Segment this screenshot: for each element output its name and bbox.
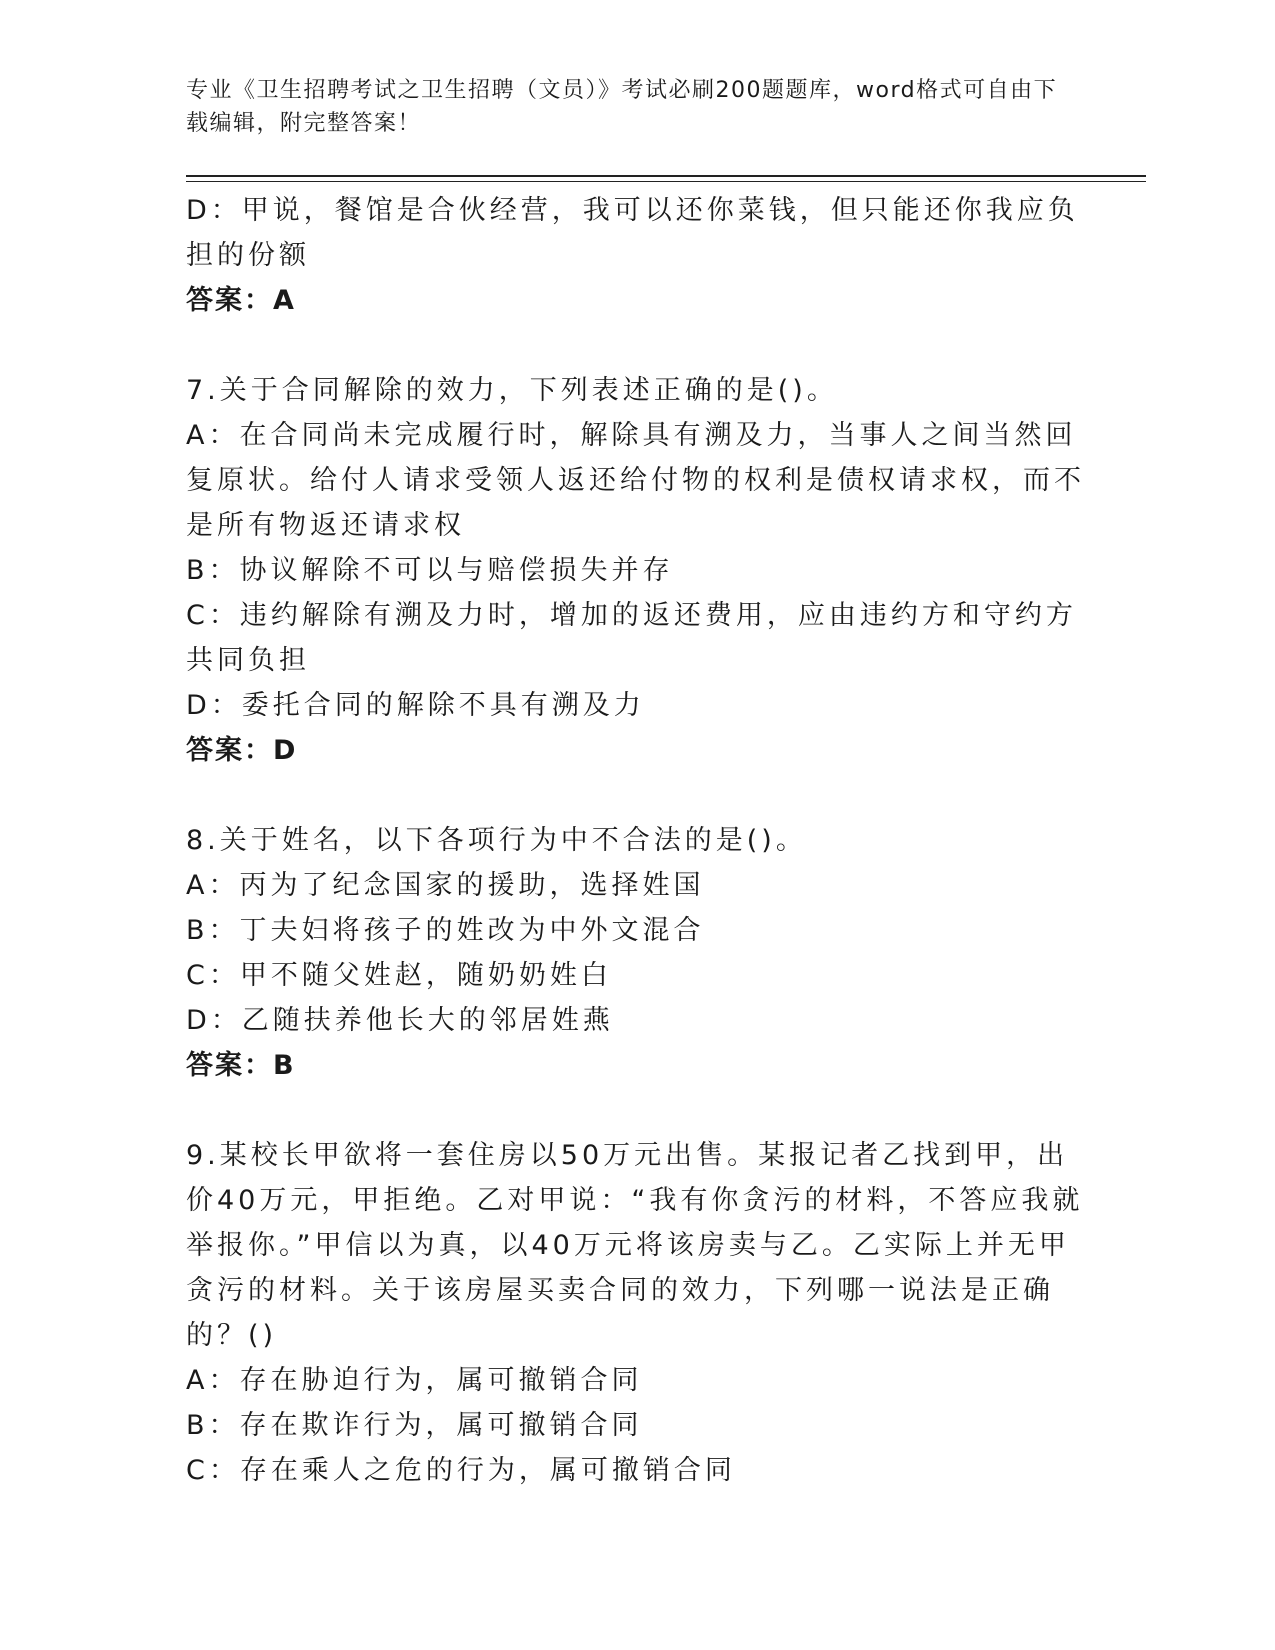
question-8-option-b: B：丁夫妇将孩子的姓改为中外文混合	[186, 915, 705, 946]
question-7-option-b: B：协议解除不可以与赔偿损失并存	[186, 555, 674, 586]
question-9-option-b: B：存在欺诈行为，属可撤销合同	[186, 1410, 643, 1441]
question-7-option-c: C：违约解除有溯及力时，增加的返还费用，应由违约方和守约方共同负担	[186, 600, 1077, 676]
option-d: D：甲说，餐馆是合伙经营，我可以还你菜钱，但只能还你我应负担的份额	[186, 195, 1079, 271]
page-header: 专业《卫生招聘考试之卫生招聘（文员）》考试必刷200题题库，word格式可自由下载编辑，附完整答案！	[186, 78, 1058, 136]
header-divider	[186, 175, 1146, 177]
question-9-option-c: C：存在乘人之危的行为，属可撤销合同	[186, 1455, 736, 1486]
header-divider-thin	[186, 181, 1146, 182]
answer: 答案：A	[186, 285, 296, 316]
question-7-option-a: A：在合同尚未完成履行时，解除具有溯及力，当事人之间当然回复原状。给付人请求受领人返还给付物的权利是债权请求权，而不是所有物返还请求权	[186, 420, 1085, 541]
question-9-option-a: A：存在胁迫行为，属可撤销合同	[186, 1365, 643, 1396]
question-8-option-c: C：甲不随父姓赵，随奶奶姓白	[186, 960, 612, 991]
document-body	[186, 188, 1086, 1493]
question-7-stem: 7.关于合同解除的效力，下列表述正确的是()。	[186, 375, 838, 406]
question-8-option-a: A：丙为了纪念国家的援助，选择姓国	[186, 870, 705, 901]
question-7-answer: 答案：D	[186, 735, 298, 766]
question-7-option-d: D：委托合同的解除不具有溯及力	[186, 690, 645, 721]
question-8-stem: 8.关于姓名，以下各项行为中不合法的是()。	[186, 825, 807, 856]
question-8-answer: 答案：B	[186, 1050, 296, 1081]
question-9-stem: 9.某校长甲欲将一套住房以50万元出售。某报记者乙找到甲，出价40万元，甲拒绝。乙对甲说：“我有你贪污的材料，不答应我就举报你。”甲信以为真，以40万元将该房卖与乙。乙实际上并无甲贪污的材料。关于该房屋买卖合同的效力，下列哪一说法是正确的？()	[186, 1140, 1084, 1351]
question-8-option-d: D：乙随扶养他长大的邻居姓燕	[186, 1005, 614, 1036]
